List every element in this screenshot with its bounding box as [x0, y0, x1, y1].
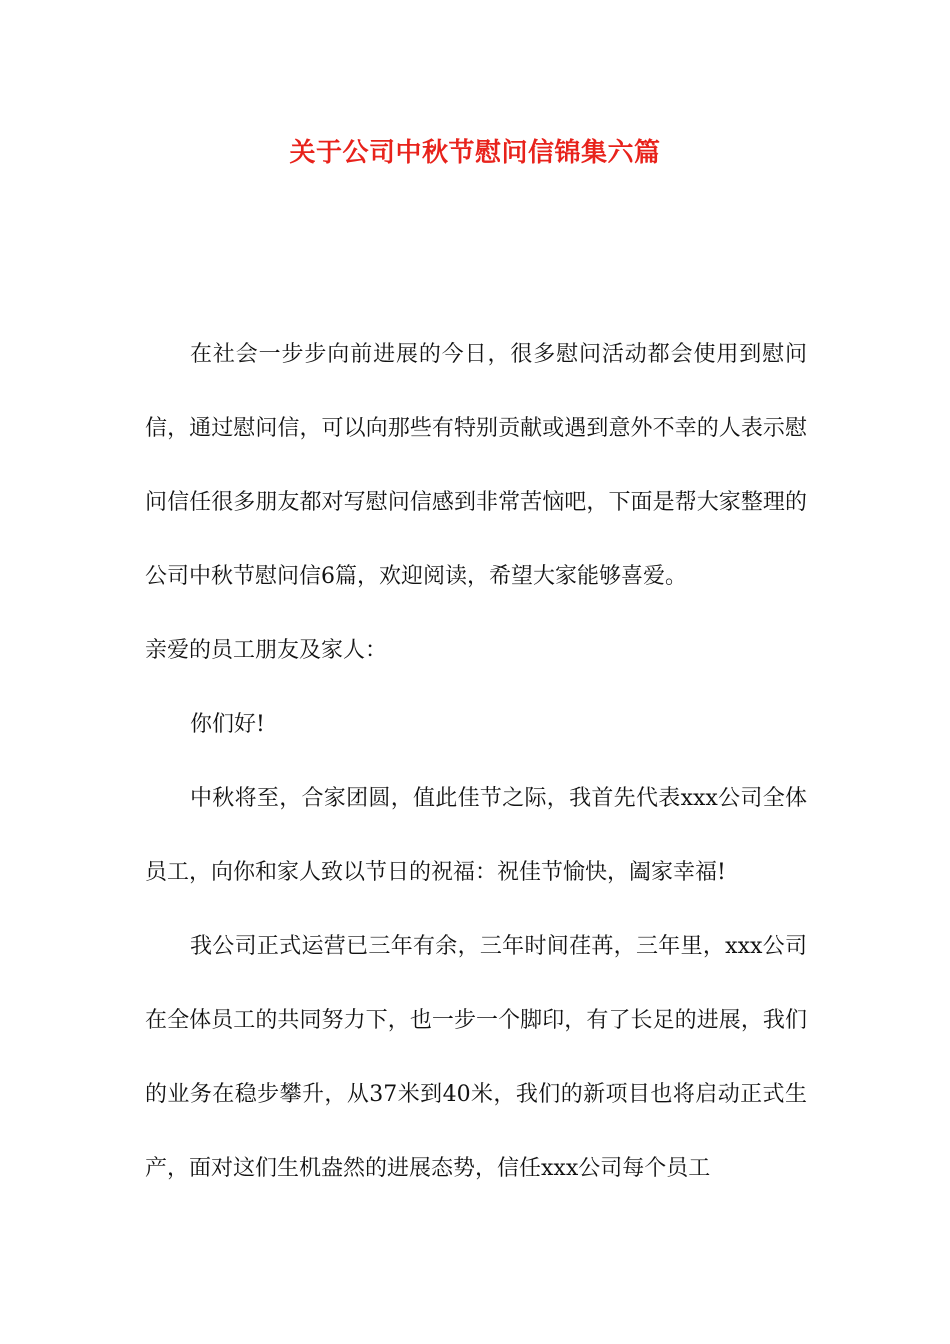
paragraph-salutation: 亲爱的员工朋友及家人：: [145, 638, 388, 663]
paragraph-company-progress: 我公司正式运营已三年有余，三年时间荏苒，三年里，xxx公司在全体员工的共同努力下，也一步一个脚印，有了长足的进展，我们的业务在稳步攀升，从37米到40米，我们的新项目也将启动正式生产，面对这们生机盎然的进展态势，信任xxx公司每个员工: [145, 934, 807, 1181]
paragraph-greeting: 你们好!: [190, 712, 265, 737]
document-title: 关于公司中秋节慰问信锦集六篇: [289, 138, 661, 168]
paragraph-festival-wishes: 中秋将至，合家团圆，值此佳节之际，我首先代表xxx公司全体员工，向你和家人致以节日的祝福：祝佳节愉快，阖家幸福!: [145, 786, 807, 885]
paragraph-intro: 在社会一步步向前进展的今日，很多慰问活动都会使用到慰问信，通过慰问信，可以向那些有特别贡献或遇到意外不幸的人表示慰问信任很多朋友都对写慰问信感到非常苦恼吧，下面是帮大家整理的公司中秋节慰问信6篇，欢迎阅读，希望大家能够喜爱。: [145, 342, 807, 589]
document-body: [145, 318, 807, 1206]
